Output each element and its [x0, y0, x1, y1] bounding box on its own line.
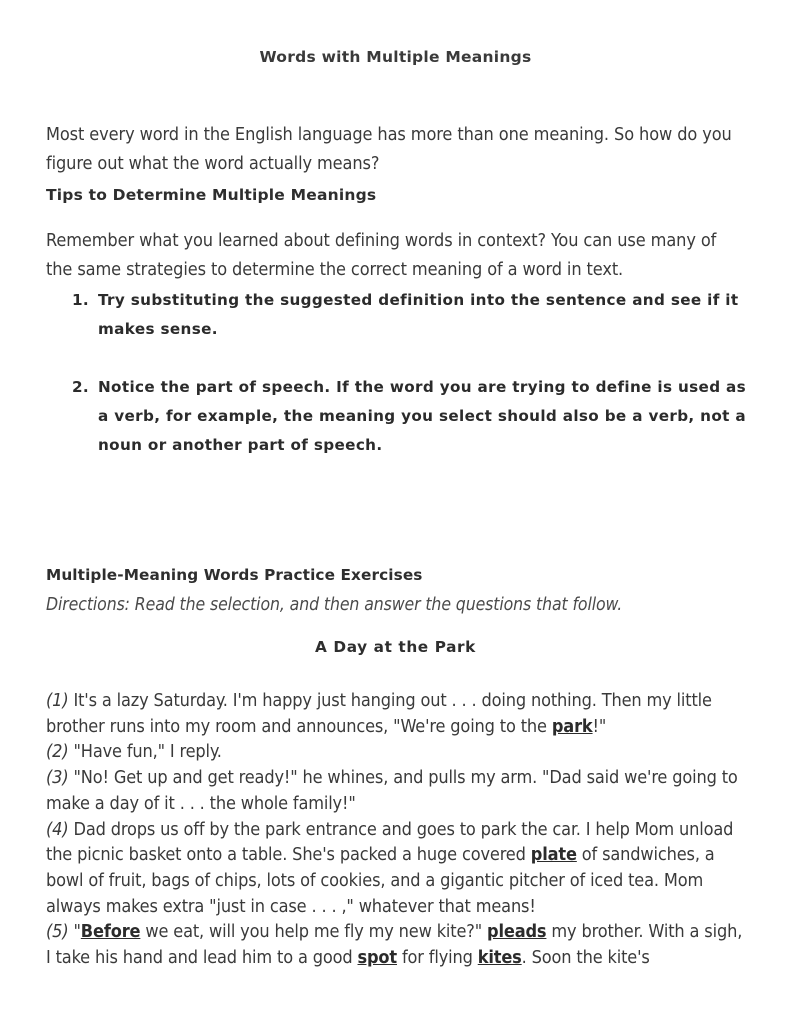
paragraph-number: (3): [46, 767, 69, 789]
story-paragraph: [46, 765, 748, 816]
tip-text: Notice the part of speech. If the word you are trying to define is used as a verb, for example, the meaning you select should also be a verb, not a noun or another part of speech.: [98, 378, 747, 454]
paragraph-number: (4): [46, 818, 69, 840]
story-text: !": [592, 715, 607, 737]
tips-list: [46, 286, 752, 460]
story-text: "No! Get up and get ready!" he whines, and pulls my arm. "Dad said we're going to make a day of it . . . the whole family!": [46, 767, 738, 814]
multiple-meaning-keyword: spot: [357, 947, 398, 969]
tip-marker: 1.: [72, 291, 90, 309]
tip-text: Try substituting the suggested definition into the sentence and see if it makes sense.: [98, 291, 739, 338]
story-title: A Day at the Park: [315, 638, 476, 656]
story-text: . Soon the kite's: [521, 947, 650, 969]
multiple-meaning-keyword: pleads: [487, 921, 547, 943]
tip-list-item: [46, 286, 752, 344]
tip-marker: 2.: [72, 378, 90, 396]
tips-heading: Tips to Determine Multiple Meanings: [46, 186, 377, 204]
story-text: It's a lazy Saturday. I'm happy just hanging out . . . doing nothing. Then my little brother runs into my room and announces, "We're going to the: [46, 690, 712, 737]
story-text: my brother. With a sigh, I take his hand and lead him to a good: [46, 921, 743, 969]
story-paragraph: [46, 688, 748, 739]
story-text: Dad drops us off by the park entrance and goes to park the car. I help Mom unload the picnic basket onto a table. She's packed a huge covered: [46, 818, 734, 866]
tip-list-item: [46, 373, 752, 460]
story-text: we eat, will you help me fly my new kite?": [140, 921, 488, 943]
page-title: Words with Multiple Meanings: [259, 48, 532, 66]
multiple-meaning-keyword: park: [551, 715, 593, 737]
story-text: ": [68, 921, 81, 943]
paragraph-number: (1): [46, 690, 69, 711]
multiple-meaning-keyword: kites: [477, 947, 522, 969]
practice-exercises-heading: Multiple-Meaning Words Practice Exercises: [46, 566, 423, 584]
story-text: for flying: [397, 947, 478, 969]
paragraph-number: (5): [46, 921, 69, 943]
multiple-meaning-keyword: Before: [80, 921, 141, 943]
story-text: "Have fun," I reply.: [68, 741, 222, 763]
story-paragraph: [46, 817, 748, 920]
story-body: [46, 688, 748, 971]
intro-paragraph: Most every word in the English language has more than one meaning. So how do you figure out what the word actually means?: [46, 124, 732, 174]
story-paragraph: [46, 739, 748, 765]
remember-paragraph: Remember what you learned about defining words in context? You can use many of the same strategies to determine the correct meaning of a word in text.: [46, 230, 717, 280]
story-paragraph: [46, 919, 748, 970]
directions-text: Directions: Read the selection, and then answer the questions that follow.: [46, 595, 623, 615]
story-text: of sandwiches, a bowl of fruit, bags of chips, lots of cookies, and a gigantic pitcher of iced tea. Mom always makes extra "just in case . . . ," whatever that means!: [46, 844, 715, 917]
paragraph-number: (2): [46, 741, 69, 763]
multiple-meaning-keyword: plate: [530, 844, 577, 866]
